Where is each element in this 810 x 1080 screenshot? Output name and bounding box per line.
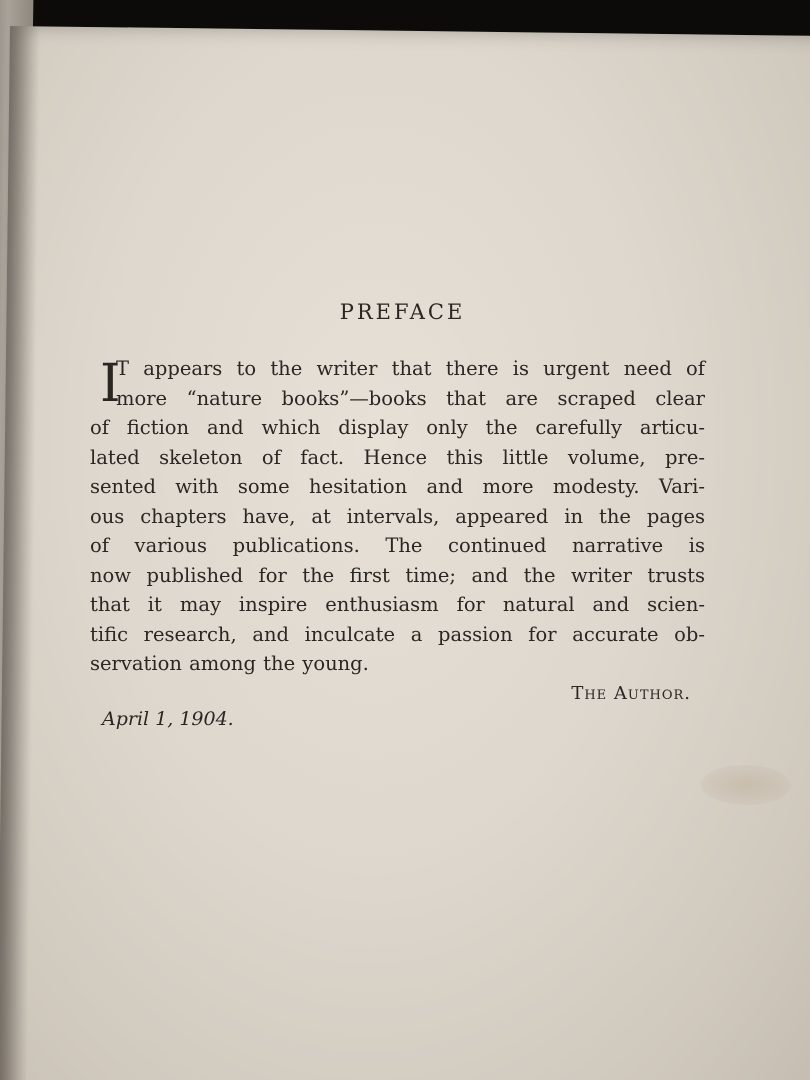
body-line-2: more “nature books”—books that are scraped clear xyxy=(116,386,705,410)
preface-body xyxy=(90,354,705,679)
preface-text-block xyxy=(90,300,705,730)
body-line-11: servation among the young. xyxy=(90,652,369,675)
author-signature: The Author. xyxy=(571,682,691,704)
body-line-4: lated skeleton of fact. Hence this little volume, pre- xyxy=(90,445,705,469)
body-line-5: sented with some hesitation and more modesty. Vari- xyxy=(90,475,705,498)
body-line-10: tific research, and inculcate a passion for accurate ob- xyxy=(90,622,705,646)
body-line-3: of fiction and which display only the carefully articu- xyxy=(90,416,705,439)
body-line-8: now published for the first time; and the writer trusts xyxy=(90,563,705,587)
preface-date: April 1, 1904. xyxy=(102,707,234,730)
body-line-1: T appears to the writer that there is urgent need of xyxy=(116,357,705,380)
paper-stain xyxy=(701,764,791,805)
drop-cap: I xyxy=(100,354,121,414)
body-line-7: of various publications. The continued narrative is xyxy=(90,534,705,557)
body-line-6: ous chapters have, at intervals, appeared in the pages xyxy=(90,504,705,528)
page-title: PREFACE xyxy=(339,300,466,324)
body-line-9: that it may inspire enthusiasm for natural and scien- xyxy=(90,593,705,616)
